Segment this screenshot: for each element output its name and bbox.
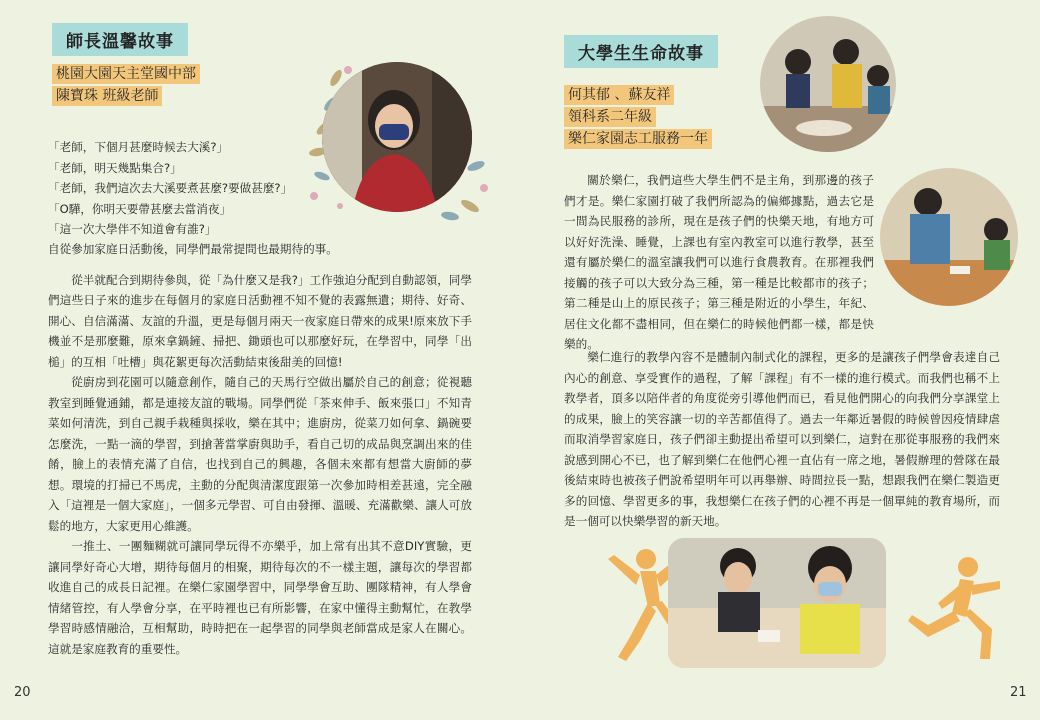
teacher-school: 桃園大園天主堂國中部 [52,64,200,84]
quote-line: 「老師，下個月甚麼時候去大溪?」 [48,140,229,154]
student-story-title: 大學生生命故事 [564,35,718,68]
teacher-story-title: 師長溫馨故事 [52,23,188,56]
article-paragraph: 關於樂仁，我們這些大學生們不是主角，到那邊的孩子們才是。樂仁家園打破了我們所認為的偏鄉據點，過去它是一間為民服務的診所，現在是孩子們的快樂天地，有地方可以好好洗澡、睡覺，上課也有室內教室可以進行教學，甚至還有屬於樂仁的溫室讓我們可以進行食農教育。在那裡我們接觸的孩子可以大致分為三種，第一種是比較都市的孩子；第二種是山上的原民孩子；第三種是附近的小學生，年紀、居住文化都不盡相同，但在樂仁的時候他們都一樣，都是快樂的。 [564,173,874,351]
article-paragraph: 一推土、一團麵糊就可讓同學玩得不亦樂乎，加上常有出其不意DIY實驗，更讓同學好奇心大增，期待每個月的相聚，期待每次的不一樣主題，讓每次的學習都收進自己的成長日記裡。在樂仁家園學習中，同學學會互助、團隊精神，有人學會情緒管控，有人學會分享，在平時裡也已有所影響，在家中懂得主動幫忙，在教學學習時感情融洽，互相幫助，時時把在一起學習的同學與老師當成是家人在關心。這就是家庭教育的重要性。 [48,539,472,656]
volunteer-teaching-photo [880,168,1018,306]
right-page [520,0,1040,720]
article-paragraph: 從半就配合到期待參與，從「為什麼又是我?」工作強迫分配到自動認領，同學們這些日子來的進步在每個月的家庭日活動裡不知不覺的表露無遺；期待、好奇、開心、自信滿滿、友誼的升溫，更是每個月兩天一夜家庭日帶來的成果!原來放下手機並不是那麼難，原來拿鍋鏟、掃把、鋤頭也可以那麼好玩，在學習中，同學「出槌」的互相「吐槽」與花絮更每次活動結束後甜美的回憶! [48,272,472,369]
quote-line: 「O驊，你明天要帶甚麼去當消夜」 [48,201,232,216]
student-article-body [564,347,1000,532]
teacher-name: 陳寶珠 班級老師 [52,86,162,106]
page-number-right: 21 [1010,685,1027,700]
student-names: 何其郁 、蘇友祥 [564,85,674,105]
student-byline [564,85,712,151]
student-article-first [564,170,874,355]
teacher-quotes [48,137,313,240]
student-department: 領科系二年級 [564,107,656,127]
intro-line: 自從參加家庭日活動後，同學們最常提問也最期待的事。 [48,242,338,256]
page-number-left: 20 [14,685,31,700]
quote-line: 「老師，我們這次去大溪要煮甚麼?要做甚麼?」 [48,181,293,195]
teacher-article-body [48,239,472,659]
student-role: 樂仁家園志工服務一年 [564,129,712,149]
article-paragraph: 從廚房到花園可以隨意創作，隨自己的天馬行空做出屬於自己的創意；從視聽教室到睡覺通鋪，都是連接友誼的戰場。同學們從「茶來伸手、飯來張口」不知青菜如何清洗，到自己親手栽種與採收，樂在其中；進廚房，從菜刀如何拿、鍋碗要怎麼洗，一點一滴的學習，到搶著當掌廚與助手，看自己切的成品與烹調出來的佳餚，臉上的表情充滿了自信，也找到自己的興趣，各個未來都有想當大廚師的夢想。環境的打掃已不馬虎，主動的分配與清潔度跟第一次參加時相差甚遠，完全融入「這裡是一個大家庭」，一個多元學習、可自由發揮、溫暖、充滿歡樂、讓人可放鬆的地方，大家更用心維護。 [48,375,472,533]
kids-cooking-photo [760,16,896,152]
teacher-byline [52,64,200,108]
quote-line: 「這一次大學伴不知道會有誰?」 [48,222,217,236]
classroom-children-photo [668,538,886,668]
teacher-portrait-photo [322,62,472,212]
article-paragraph: 樂仁進行的教學內容不是體制內制式化的課程，更多的是讓孩子們學會表達自己內心的創意、享受實作的過程，了解「課程」有不一樣的進行模式。而我們也稱不上教學者，頂多以陪伴者的角度從旁引導他們而已，看見他們開心的向我們分享課堂上的成果，臉上的笑容讓一切的辛苦都值得了。過去一年鄰近暑假的時候曾因疫情肆虐而取消學習家庭日，孩子們卻主動提出希望可以到樂仁，這對在那從事服務的我們來說感到開心不已，也了解到樂仁在他們心裡一直佔有一席之地，暑假辦理的營隊在最後結束時也被孩子們說希望明年可以再舉辦、時間拉長一點，想跟我們在樂仁製造更多的回憶、學習更多的事，我想樂仁在孩子們的心裡不再是一個單純的教育場所，而是一個可以快樂學習的新天地。 [564,350,1000,528]
running-child-silhouette-right [908,555,1018,663]
quote-line: 「老師，明天幾點集合?」 [48,160,182,175]
